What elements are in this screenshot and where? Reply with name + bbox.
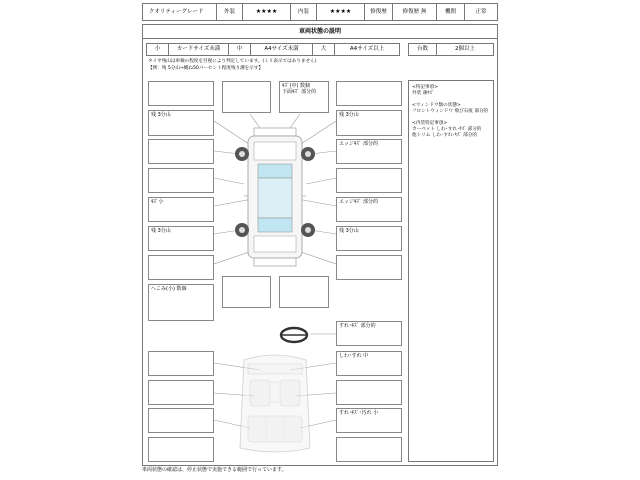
tire-front-left (235, 147, 249, 161)
left-rear-tire-text: 残 3分山 (151, 228, 171, 234)
steering-wheel-icon (278, 325, 310, 345)
damage-box-right-7 (336, 255, 402, 280)
steering-leader (310, 330, 336, 338)
damage-box-left-mid (148, 197, 214, 222)
engine-label: 機関 (437, 4, 465, 20)
size-medium-label: 中 (229, 44, 251, 55)
count-label: 台数 (409, 44, 437, 55)
damage-box-seat-rear (336, 408, 402, 433)
car-body (244, 128, 306, 266)
tire-note-1: タイヤ残山は車検の程度を目視により判定しています。(ミリ表示ではありません) (148, 59, 317, 64)
count-value: 2個以上 (455, 46, 475, 52)
damage-box-right-tire-front (336, 110, 402, 136)
damage-box-center-bottom-right (279, 276, 329, 308)
seat-front-text: しわ･すれ 中 (339, 353, 369, 359)
special-notes-body: 外装 薄ｷｽﾞ (412, 91, 435, 96)
damage-box-left-int-1 (148, 351, 214, 376)
left-mid-text: ｷｽﾞ小 (151, 199, 164, 205)
damage-box-right-tire-rear (336, 226, 402, 251)
right-edge2-text: エッジｷｽﾞ 部分的 (339, 199, 378, 205)
car-interior-diagram (214, 348, 336, 462)
tire-note-2: 【例：残 5分山→概ね50パーセント程度残り溝を示す】 (148, 66, 264, 71)
damage-box-left-int-3 (148, 408, 214, 433)
right-rear-tire-text: 残 3分山 (339, 228, 359, 234)
damage-box-left-4 (148, 168, 214, 193)
damage-box-right-edge2 (336, 197, 402, 222)
size-large-desc: A4サイズ以上 (349, 46, 385, 52)
window-status-title: <ウィンドウ類の状態> (412, 103, 461, 108)
exterior-label: 外装 (217, 4, 243, 20)
size-small-desc: カードサイズ未満 (169, 44, 229, 55)
repair-history-label: 修復歴 (365, 4, 393, 20)
damage-box-center-bottom-left (222, 276, 271, 308)
damage-box-left-tire-front (148, 110, 214, 136)
damage-box-left-int-2 (148, 380, 214, 405)
damage-box-left-7 (148, 255, 214, 280)
damage-box-right-1 (336, 81, 402, 106)
car-exterior-diagram (214, 106, 336, 278)
top-mid-text: ｷｽﾞ(中) 数個 下面ｷｽﾞ 部分的 (282, 83, 317, 95)
left-bottom-text: へこみ(小) 数個 (151, 286, 187, 292)
right-front-tire-text: 残 3分山 (339, 112, 359, 118)
damage-box-left-3 (148, 139, 214, 164)
quality-grade-label: クオリティーグレード (143, 4, 217, 20)
size-large-label: 大 (313, 44, 335, 55)
interior-rating: ★★★★ (317, 4, 365, 20)
sheet-title: 車両状態の説明 (143, 25, 497, 39)
right-edge-text: エッジｷｽﾞ 部分的 (339, 141, 378, 147)
count-legend (408, 43, 494, 56)
damage-box-right-4 (336, 168, 402, 193)
exterior-rating: ★★★★ (243, 4, 291, 20)
damage-box-left-int-4 (148, 437, 214, 462)
interior-label: 内装 (291, 4, 317, 20)
tire-rear-left (235, 223, 249, 237)
damage-box-right-int-2 (336, 380, 402, 405)
tire-rear-right (301, 223, 315, 237)
steering-text: すれ･ｷｽﾞ 部分的 (339, 323, 376, 329)
size-legend (146, 43, 400, 56)
left-front-tire-text: 残 3分山 (151, 112, 171, 118)
interior-notes-body-1: カーペット しわ･すれ･ｷｽﾞ 部分的 (412, 127, 482, 132)
tire-front-right (301, 147, 315, 161)
interior-notes-title: <内装特記事項> (412, 121, 448, 126)
seat-rear-text: すれ･ｷｽﾞ･汚れ 小 (339, 410, 379, 416)
interior-notes-body-2: 他トリム しわ･すれ･ｷｽﾞ 部分的 (412, 133, 477, 138)
damage-box-right-int-4 (336, 437, 402, 462)
info-table (142, 3, 498, 21)
special-notes-title: <特記事項> (412, 85, 439, 90)
damage-box-right-edge (336, 139, 402, 164)
damage-box-left-bottom (148, 284, 214, 321)
damage-box-steering (336, 321, 402, 346)
engine-value: 正常 (475, 9, 487, 15)
damage-box-left-tire-rear (148, 226, 214, 251)
footer-note: 車両状態の確認は、停止状態で実施できる範囲で行っています。 (142, 467, 287, 473)
damage-box-seat-front (336, 351, 402, 376)
size-small-label: 小 (147, 44, 169, 55)
size-medium-desc: A4サイズ未満 (251, 44, 313, 55)
damage-box-left-1 (148, 81, 214, 106)
repair-history-value: 修復歴 無 (393, 4, 437, 20)
remarks-panel (408, 80, 494, 462)
window-status-body: フロントウィンドウ 飛び石痕 部分的 (412, 109, 489, 114)
interior-body (240, 355, 310, 452)
